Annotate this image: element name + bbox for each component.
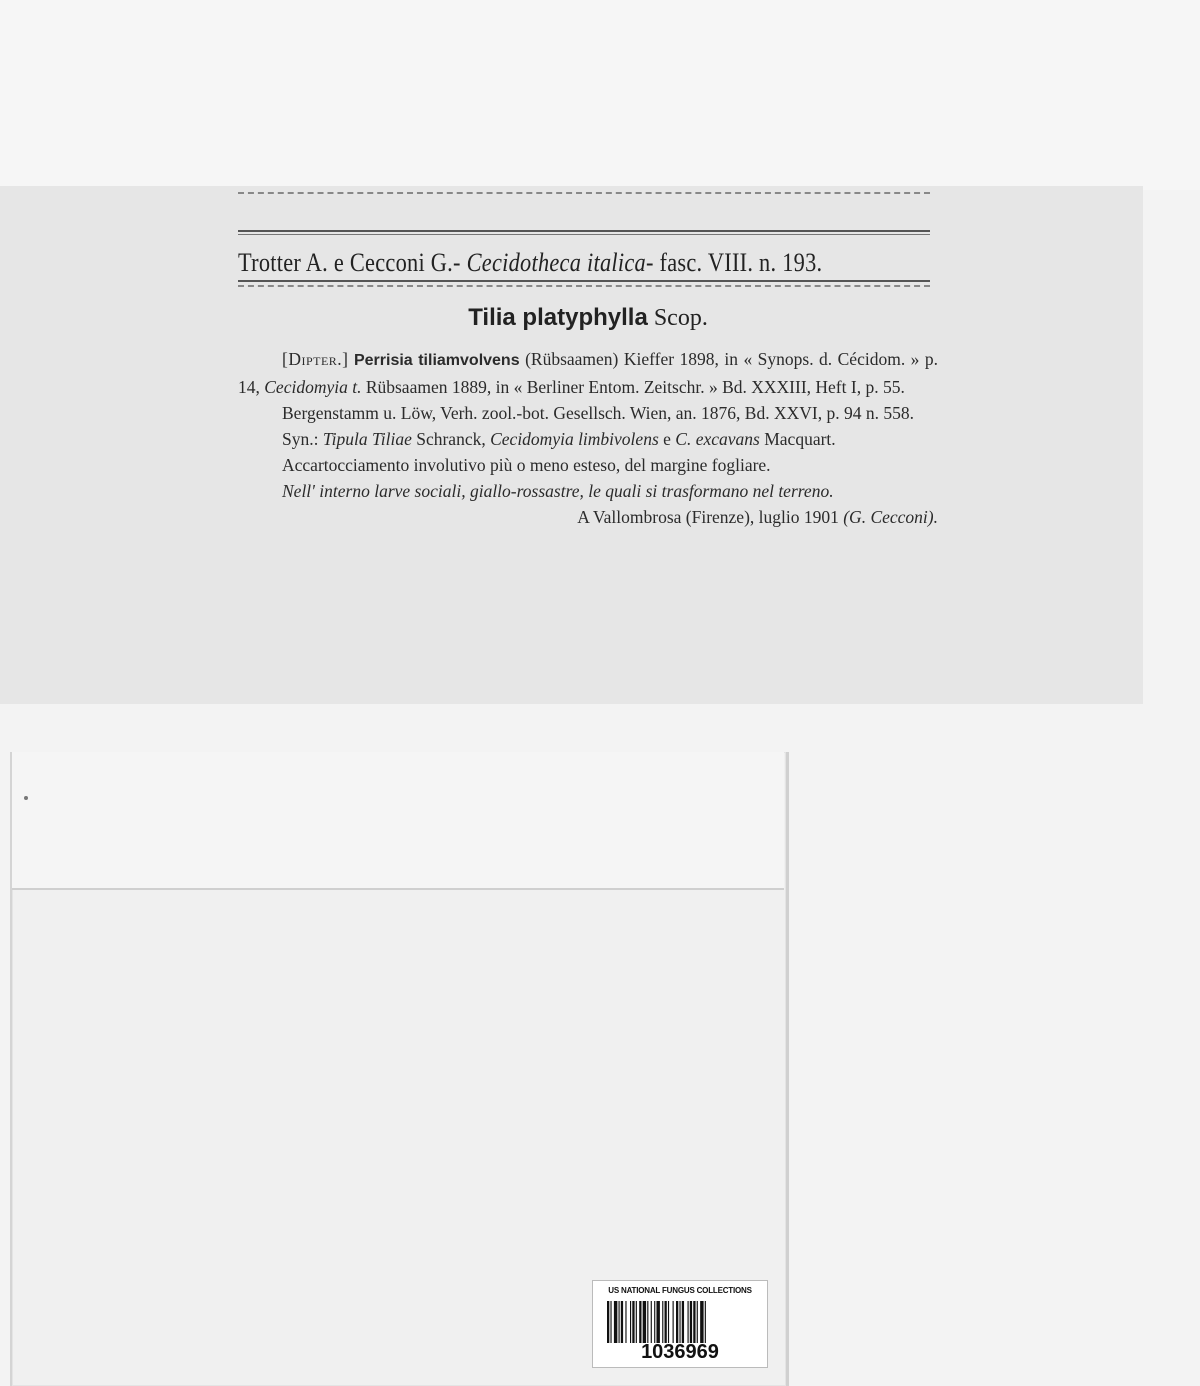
barcode-stripe bbox=[682, 1301, 684, 1343]
species-citation: (Rübsaamen) Kieffer 1898, in « Synops. d. Cécidom. » p. 14, bbox=[238, 349, 938, 397]
barcode-bars bbox=[607, 1301, 753, 1343]
barcode-stripe bbox=[673, 1301, 674, 1343]
barcode-stripe bbox=[639, 1301, 641, 1343]
paragraph-description: Accartocciamento involutivo più o meno esteso, del margine fogliare. bbox=[282, 455, 771, 475]
envelope-fold-line bbox=[12, 888, 784, 890]
header-top-thin-rule bbox=[238, 234, 930, 235]
barcode-stripe bbox=[700, 1301, 703, 1343]
barcode-stripe bbox=[676, 1301, 678, 1343]
top-dashed-rule bbox=[238, 192, 930, 194]
envelope-mark bbox=[24, 796, 28, 800]
host-name: Tilia platyphylla bbox=[468, 304, 648, 331]
header-bottom-rule bbox=[238, 280, 930, 282]
host-author: Scop. bbox=[653, 305, 708, 331]
barcode-stripe bbox=[690, 1301, 692, 1343]
label-header bbox=[238, 248, 840, 278]
barcode-stripe bbox=[619, 1301, 620, 1343]
barcode-number: 1036969 bbox=[641, 1341, 719, 1363]
barcode-stripe bbox=[693, 1301, 695, 1343]
label-body bbox=[238, 346, 938, 530]
syn-2: Cecidomyia limbivolens bbox=[490, 429, 659, 449]
header-authors: Trotter A. e Cecconi G.- bbox=[238, 248, 461, 277]
syn-author-1: Schranck, bbox=[416, 429, 486, 449]
barcode-stripe bbox=[647, 1301, 648, 1343]
barcode-stripe bbox=[668, 1301, 669, 1343]
barcode-label bbox=[592, 1280, 768, 1368]
paragraph-locality bbox=[238, 504, 938, 530]
herbarium-sheet-top bbox=[0, 0, 1200, 190]
barcode-stripe bbox=[636, 1301, 637, 1343]
barcode-stripe bbox=[632, 1301, 634, 1343]
locality-text: A Vallombrosa (Firenze), luglio 1901 bbox=[577, 507, 839, 527]
paragraph-reference: Bergenstamm u. Löw, Verh. zool.-bot. Gesellsch. Wien, an. 1876, Bd. XXVI, p. 94 n. 558. bbox=[282, 403, 914, 423]
paragraph-larvae: Nell' interno larve sociali, giallo-rossastre, le quali si trasformano nel terreno. bbox=[282, 481, 834, 501]
barcode-stripe bbox=[610, 1301, 611, 1343]
header-bottom-dashed-rule bbox=[238, 285, 930, 287]
syn-label: Syn.: bbox=[282, 429, 319, 449]
syn-author-2: Macquart. bbox=[764, 429, 836, 449]
barcode-stripe bbox=[651, 1301, 652, 1343]
collection-name: US NATIONAL FUNGUS COLLECTIONS bbox=[608, 1286, 752, 1295]
specimen-label bbox=[0, 186, 1143, 704]
paragraph-synonyms bbox=[238, 426, 938, 452]
barcode-stripe bbox=[697, 1301, 698, 1343]
barcode-stripe bbox=[688, 1301, 689, 1343]
header-series-title: Cecidotheca italica bbox=[466, 248, 646, 277]
order-tag: [Dipter.] bbox=[282, 349, 349, 369]
species-name: Perrisia tiliamvolvens bbox=[353, 352, 520, 369]
paragraph-species bbox=[238, 346, 938, 400]
header-top-rule bbox=[238, 230, 930, 232]
species-synonym: Cecidomyia t. bbox=[264, 377, 362, 397]
barcode-stripe bbox=[621, 1301, 623, 1343]
species-citation-end: Rübsaamen 1889, in « Berliner Entom. Zeitschr. » Bd. XXXIII, Heft I, p. 55. bbox=[365, 377, 905, 397]
barcode-stripe bbox=[679, 1301, 680, 1343]
header-fascicle: - fasc. VIII. n. 193. bbox=[645, 248, 823, 277]
syn-conj: e bbox=[663, 429, 671, 449]
barcode-stripe bbox=[662, 1301, 663, 1343]
barcode-stripe bbox=[625, 1301, 626, 1343]
syn-3: C. excavans bbox=[675, 429, 760, 449]
envelope-flap bbox=[12, 752, 784, 888]
barcode-stripe bbox=[665, 1301, 667, 1343]
host-plant bbox=[238, 304, 938, 332]
barcode-stripe bbox=[705, 1301, 706, 1343]
barcode-stripe bbox=[630, 1301, 631, 1343]
syn-1: Tipula Tiliae bbox=[322, 429, 412, 449]
barcode-stripe bbox=[656, 1301, 659, 1343]
barcode-stripe bbox=[643, 1301, 646, 1343]
barcode-stripe bbox=[654, 1301, 655, 1343]
barcode-stripe bbox=[607, 1301, 609, 1343]
barcode-stripe bbox=[614, 1301, 617, 1343]
collector-text: (G. Cecconi). bbox=[843, 507, 938, 527]
